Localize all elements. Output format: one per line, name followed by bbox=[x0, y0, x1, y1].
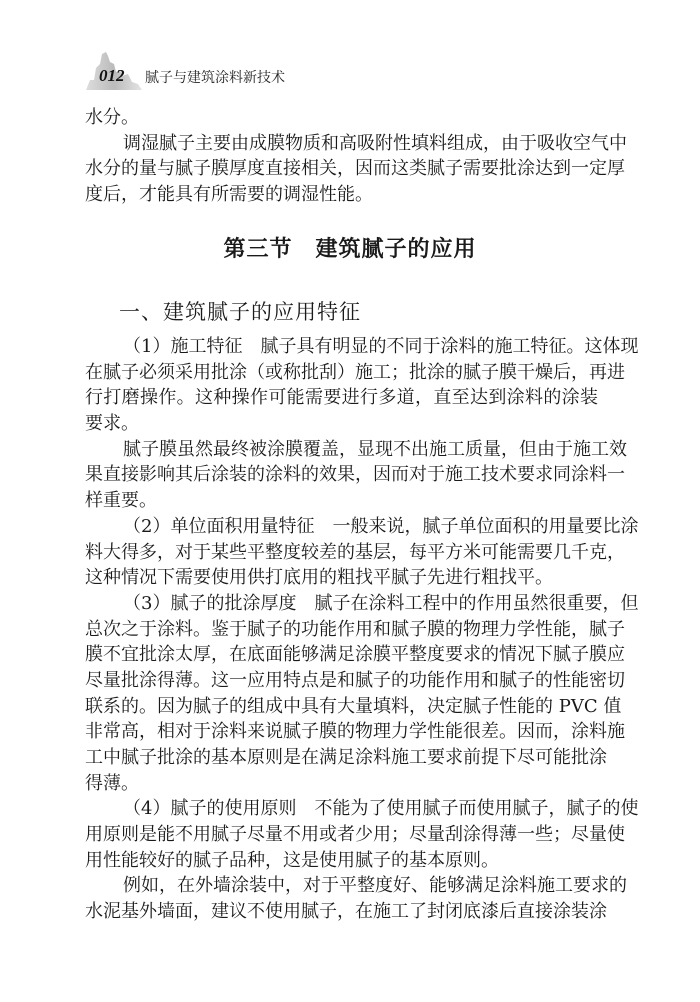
text-line: 非常高，相对于涂料来说腻子膜的物理力学性能很差。因而，涂料施 bbox=[85, 721, 625, 743]
text-line: 用性能较好的腻子品种，这是使用腻子的基本原则。 bbox=[85, 849, 499, 871]
text-line: （4）腻子的使用原则 不能为了使用腻子而使用腻子，腻子的使 bbox=[123, 798, 639, 820]
body-text bbox=[85, 334, 639, 925]
text-line: 总次之于涂料。鉴于腻子的功能作用和腻子膜的物理力学性能，腻子 bbox=[85, 618, 625, 640]
text-line: 联系的。因为腻子的组成中具有大量填料，决定腻子性能的 PVC 值 bbox=[85, 695, 622, 717]
intro-text bbox=[85, 105, 627, 208]
paragraph bbox=[85, 131, 627, 208]
text-line: 果直接影响其后涂装的涂料的效果，因而对于施工技术要求同涂料一 bbox=[85, 464, 625, 486]
text-line: 这种情况下需要使用供打底用的粗找平腻子先进行粗找平。 bbox=[85, 567, 553, 589]
text-line: 行打磨操作。这种操作可能需要进行多道，直至达到涂料的涂装 bbox=[85, 387, 598, 409]
paragraph bbox=[85, 334, 639, 437]
text-line: 膜不宜批涂太厚，在底面能够满足涂膜平整度要求的情况下腻子膜应 bbox=[85, 644, 625, 666]
text-line: 尽量批涂得薄。这一应用特点是和腻子的功能作用和腻子的性能密切 bbox=[85, 669, 625, 691]
text-line: 用原则是能不用腻子尽量不用或者少用；尽量刮涂得薄一些；尽量使 bbox=[85, 824, 625, 846]
section-title: 第三节 建筑腻子的应用 bbox=[223, 237, 477, 262]
paragraph bbox=[85, 105, 598, 131]
subsection-title: 一、建筑腻子的应用特征 bbox=[119, 300, 361, 324]
paragraph bbox=[85, 437, 627, 514]
paragraph bbox=[85, 514, 639, 591]
text-line: （2）单位面积用量特征 一般来说，腻子单位面积的用量要比涂 bbox=[123, 515, 639, 537]
text-line: 料大得多，对于某些平整度较差的基层，每平方米可能需要几千克， bbox=[85, 541, 625, 563]
text-line: 样重要。 bbox=[85, 490, 157, 512]
text-line: 调湿腻子主要由成膜物质和高吸附性填料组成，由于吸收空气中 bbox=[123, 132, 627, 154]
text-line: 腻子膜虽然最终被涂膜覆盖，显现不出施工质量，但由于施工效 bbox=[123, 438, 627, 460]
paragraph bbox=[85, 591, 639, 797]
paragraph bbox=[85, 796, 639, 873]
text-line: （3）腻子的批涂厚度 腻子在涂料工程中的作用虽然很重要，但 bbox=[123, 592, 639, 614]
text-line: 在腻子必须采用批涂（或称批刮）施工；批涂的腻子膜干燥后，再进 bbox=[85, 361, 625, 383]
text-line: 水泥基外墙面，建议不使用腻子，在施工了封闭底漆后直接涂装涂 bbox=[85, 901, 607, 923]
text-line: 例如，在外墙涂装中，对于平整度好、能够满足涂料施工要求的 bbox=[123, 875, 627, 897]
text-line: 度后，才能具有所需要的调湿性能。 bbox=[85, 184, 373, 206]
text-line: 要求。 bbox=[85, 413, 139, 435]
text-line: 水分。 bbox=[85, 107, 139, 128]
text-line: （1）施工特征 腻子具有明显的不同于涂料的施工特征。这体现 bbox=[123, 336, 639, 357]
text-line: 水分的量与腻子膜厚度直接相关，因而这类腻子需要批涂达到一定厚 bbox=[85, 158, 625, 180]
running-title: 腻子与建筑涂料新技术 bbox=[145, 70, 285, 86]
page-number: 012 bbox=[99, 66, 125, 85]
text-line: 得薄。 bbox=[85, 772, 139, 794]
text-line: 工中腻子批涂的基本原则是在满足涂料施工要求前提下尽可能批涂 bbox=[85, 747, 607, 768]
paragraph bbox=[85, 873, 627, 924]
